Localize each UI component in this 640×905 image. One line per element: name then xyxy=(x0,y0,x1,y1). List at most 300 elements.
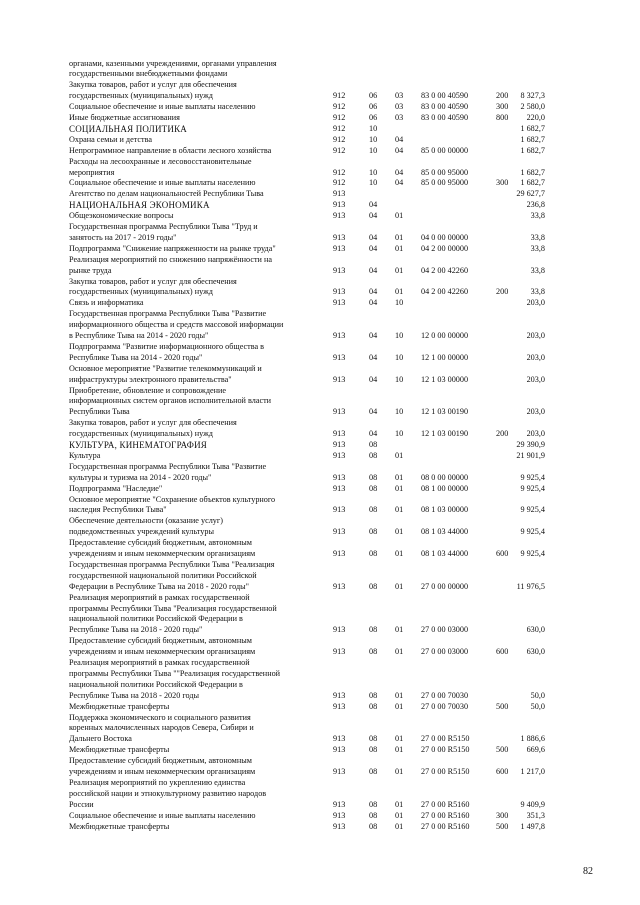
row-target-code: 27 0 00 R5160 xyxy=(421,799,470,809)
row-name: Предоставление субсидий бюджетным, автономным xyxy=(69,756,252,766)
row-name: Приобретение, обновление и сопровождение xyxy=(69,385,227,395)
row-name: Иные бюджетные ассигнования xyxy=(69,113,180,122)
table-row xyxy=(0,407,640,417)
row-ved-code: 912 xyxy=(333,91,346,101)
row-name: национальной политики Российской Федерации в xyxy=(69,614,243,624)
row-subsection-code: 01 xyxy=(395,767,404,776)
row-ved-code: 913 xyxy=(333,625,346,635)
row-target-code: 27 0 00 03000 xyxy=(421,647,469,657)
row-target-code: 27 0 00 00000 xyxy=(421,581,469,591)
row-subsection-code: 01 xyxy=(395,505,404,515)
row-amount: 9 925,4 xyxy=(520,527,545,537)
row-target-code: 85 0 00 95000 xyxy=(421,167,469,177)
row-name: Расходы на лесоохранные и лесовосстановительные xyxy=(69,156,252,166)
row-section-code: 04 xyxy=(369,200,378,210)
row-subsection-code: 10 xyxy=(395,407,404,417)
row-ved-code: 912 xyxy=(333,113,346,122)
row-section-code: 06 xyxy=(369,91,378,101)
table-row xyxy=(0,614,640,624)
row-amount: 203,0 xyxy=(526,429,545,439)
row-amount: 50,0 xyxy=(530,701,545,711)
row-ved-code: 913 xyxy=(333,505,346,515)
row-ved-code: 913 xyxy=(333,701,346,711)
row-ved-code: 913 xyxy=(333,549,346,558)
row-ved-code: 913 xyxy=(333,581,346,591)
row-amount: 1 682,7 xyxy=(520,145,545,155)
table-row xyxy=(0,538,640,548)
row-amount: 29 627,7 xyxy=(516,189,545,199)
row-target-code: 83 0 00 40590 xyxy=(421,102,469,112)
row-target-code: 27 0 00 70030 xyxy=(421,701,469,711)
row-ved-code: 913 xyxy=(333,407,346,417)
row-subsection-code: 01 xyxy=(395,211,404,221)
row-target-code: 08 1 00 00000 xyxy=(421,483,469,493)
row-amount: 203,0 xyxy=(526,374,545,384)
table-row xyxy=(0,723,640,733)
row-expense-type-code: 200 xyxy=(496,429,509,439)
table-row xyxy=(0,320,640,330)
row-name: Межбюджетные трансферты xyxy=(69,821,170,831)
table-row xyxy=(0,364,640,374)
row-amount: 8 327,3 xyxy=(520,91,545,101)
row-ved-code: 912 xyxy=(333,178,346,188)
row-name: учреждениям и иным некоммерческим организациям xyxy=(69,647,256,657)
row-ved-code: 913 xyxy=(333,265,346,275)
row-name: Государственная программа Республики Тыва "Развитие xyxy=(69,309,267,319)
row-name: коренных малочисленных народов Севера, Сибири и xyxy=(69,723,254,733)
row-subsection-code: 01 xyxy=(395,647,404,657)
row-amount: 203,0 xyxy=(526,352,545,362)
row-subsection-code: 01 xyxy=(395,549,404,558)
row-expense-type-code: 600 xyxy=(496,767,509,776)
row-subsection-code: 03 xyxy=(395,91,404,101)
table-row xyxy=(0,604,640,614)
row-name: рынке труда xyxy=(69,265,112,275)
table-row xyxy=(0,168,640,178)
row-name: Социальное обеспечение и иные выплаты населению xyxy=(69,178,256,188)
row-ved-code: 912 xyxy=(333,123,346,133)
row-expense-type-code: 500 xyxy=(496,821,509,831)
row-name: СОЦИАЛЬНАЯ ПОЛИТИКА xyxy=(69,123,187,134)
row-amount: 1 217,0 xyxy=(520,767,545,776)
table-row xyxy=(0,211,640,221)
table-row xyxy=(0,200,640,210)
table-row xyxy=(0,691,640,701)
row-subsection-code: 01 xyxy=(395,232,404,242)
row-amount: 33,8 xyxy=(530,232,545,242)
row-ved-code: 913 xyxy=(333,440,346,449)
row-name: Республике Тыва на 2014 - 2020 годы" xyxy=(69,352,203,362)
row-ved-code: 913 xyxy=(333,243,346,253)
row-target-code: 83 0 00 40590 xyxy=(421,113,469,122)
table-row xyxy=(0,353,640,363)
row-amount: 1 682,7 xyxy=(520,134,545,144)
row-amount: 11 976,5 xyxy=(516,581,545,591)
row-subsection-code: 10 xyxy=(395,352,404,362)
table-row xyxy=(0,375,640,385)
row-name: Закупка товаров, работ и услуг для обеспечения xyxy=(69,80,237,90)
row-target-code: 04 2 00 00000 xyxy=(421,243,469,253)
row-name: Федерации в Республике Тыва на 2018 - 2020 годы" xyxy=(69,581,250,591)
row-name: Дальнего Востока xyxy=(69,734,132,744)
row-expense-type-code: 600 xyxy=(496,549,509,558)
row-name: Государственная программа Республики Тыва "Труд и xyxy=(69,222,258,231)
row-ved-code: 913 xyxy=(333,189,346,199)
row-name: инфраструктуры электронного правительства" xyxy=(69,374,232,384)
table-row xyxy=(0,255,640,265)
table-row xyxy=(0,593,640,603)
row-amount: 203,0 xyxy=(526,298,545,308)
row-section-code: 08 xyxy=(369,483,378,493)
table-row xyxy=(0,157,640,167)
row-section-code: 08 xyxy=(369,810,378,820)
row-name: органами, казенными учреждениями, органами управления xyxy=(69,58,277,68)
row-name: НАЦИОНАЛЬНАЯ ЭКОНОМИКА xyxy=(69,200,210,211)
table-row xyxy=(0,429,640,439)
row-section-code: 04 xyxy=(369,232,378,242)
row-name: в Республике Тыва на 2014 - 2020 годы" xyxy=(69,331,209,340)
row-ved-code: 913 xyxy=(333,767,346,776)
row-section-code: 10 xyxy=(369,167,378,177)
row-name: Предоставление субсидий бюджетным, автономным xyxy=(69,636,252,646)
row-name: Предоставление субсидий бюджетным, автономным xyxy=(69,538,252,548)
row-section-code: 04 xyxy=(369,243,378,253)
row-subsection-code: 01 xyxy=(395,690,404,700)
table-row xyxy=(0,277,640,287)
row-section-code: 06 xyxy=(369,102,378,112)
row-target-code: 85 0 00 00000 xyxy=(421,145,469,155)
row-amount: 630,0 xyxy=(526,647,545,657)
row-ved-code: 913 xyxy=(333,374,346,384)
row-target-code: 08 1 03 44000 xyxy=(421,549,469,558)
row-name: государственных (муниципальных) нужд xyxy=(69,91,213,101)
table-row xyxy=(0,495,640,505)
table-row xyxy=(0,113,640,123)
row-name: Охрана семьи и детства xyxy=(69,134,153,144)
row-name: Реализация мероприятий по снижению напряжённости на xyxy=(69,254,272,264)
row-name: Реализация мероприятий по укреплению единства xyxy=(69,777,246,787)
row-name: Межбюджетные трансферты xyxy=(69,745,170,755)
row-amount: 1 682,7 xyxy=(520,167,545,177)
row-subsection-code: 01 xyxy=(395,799,404,809)
row-subsection-code: 04 xyxy=(395,145,404,155)
row-name: Республике Тыва на 2018 - 2020 годы xyxy=(69,690,200,700)
row-target-code: 08 1 03 00000 xyxy=(421,505,469,515)
row-section-code: 08 xyxy=(369,581,378,591)
row-amount: 1 886,6 xyxy=(520,734,545,744)
table-row xyxy=(0,625,640,635)
table-row xyxy=(0,189,640,199)
table-row xyxy=(0,560,640,570)
row-name: государственных (муниципальных) нужд xyxy=(69,429,213,439)
row-target-code: 27 0 00 70030 xyxy=(421,690,469,700)
row-name: Поддержка экономического и социального развития xyxy=(69,712,251,722)
row-expense-type-code: 300 xyxy=(496,810,509,820)
row-name: информационных систем органов исполнительной власти xyxy=(69,396,272,406)
row-section-code: 04 xyxy=(369,298,378,308)
row-subsection-code: 10 xyxy=(395,374,404,384)
row-subsection-code: 01 xyxy=(395,483,404,493)
row-amount: 1 682,7 xyxy=(520,123,545,133)
row-name: национальной политики Российской Федерации в xyxy=(69,679,243,689)
table-row xyxy=(0,451,640,461)
row-target-code: 83 0 00 40590 xyxy=(421,91,469,101)
row-name: учреждениям и иным некоммерческим организациям xyxy=(69,549,256,558)
row-name: Реализация мероприятий в рамках государственной xyxy=(69,592,250,602)
row-subsection-code: 01 xyxy=(395,625,404,635)
row-section-code: 04 xyxy=(369,352,378,362)
row-name: государственной национальной политики Российской xyxy=(69,570,257,580)
row-target-code: 85 0 00 95000 xyxy=(421,178,469,188)
table-row xyxy=(0,484,640,494)
row-name: учреждениям и иным некоммерческим организациям xyxy=(69,767,256,776)
row-section-code: 04 xyxy=(369,265,378,275)
row-section-code: 08 xyxy=(369,690,378,700)
row-target-code: 27 0 00 03000 xyxy=(421,625,469,635)
row-ved-code: 912 xyxy=(333,134,346,144)
table-row xyxy=(0,713,640,723)
row-ved-code: 913 xyxy=(333,483,346,493)
row-name: наследия Республики Тыва" xyxy=(69,505,167,515)
row-subsection-code: 01 xyxy=(395,745,404,755)
table-row xyxy=(0,298,640,308)
row-section-code: 08 xyxy=(369,472,378,482)
row-ved-code: 913 xyxy=(333,745,346,755)
row-target-code: 04 2 00 42260 xyxy=(421,287,469,297)
row-target-code: 27 0 00 R5150 xyxy=(421,745,470,755)
table-row xyxy=(0,440,640,450)
row-target-code: 08 1 03 44000 xyxy=(421,527,469,537)
table-row xyxy=(0,778,640,788)
row-amount: 33,8 xyxy=(530,287,545,297)
row-name: Закупка товаров, работ и услуг для обеспечения xyxy=(69,276,237,286)
row-name: Обеспечение деятельности (оказание услуг) xyxy=(69,516,223,526)
row-subsection-code: 01 xyxy=(395,265,404,275)
row-section-code: 04 xyxy=(369,211,378,221)
table-row xyxy=(0,102,640,112)
table-row xyxy=(0,767,640,777)
table-row xyxy=(0,287,640,297)
row-amount: 669,6 xyxy=(526,745,545,755)
table-row xyxy=(0,386,640,396)
row-ved-code: 913 xyxy=(333,472,346,482)
row-subsection-code: 04 xyxy=(395,178,404,188)
row-name: Подпрограмма "Наследие" xyxy=(69,483,163,493)
table-row xyxy=(0,789,640,799)
row-target-code: 27 0 00 R5150 xyxy=(421,767,470,776)
row-subsection-code: 01 xyxy=(395,527,404,537)
row-section-code: 08 xyxy=(369,549,378,558)
row-name: Подпрограмма "Развитие информационного общества в xyxy=(69,341,265,351)
table-row xyxy=(0,702,640,712)
table-row xyxy=(0,582,640,592)
row-subsection-code: 01 xyxy=(395,734,404,744)
row-subsection-code: 01 xyxy=(395,450,404,460)
row-expense-type-code: 200 xyxy=(496,287,509,297)
row-amount: 351,3 xyxy=(526,810,545,820)
row-target-code: 12 1 00 00000 xyxy=(421,352,469,362)
row-ved-code: 913 xyxy=(333,211,346,221)
row-section-code: 08 xyxy=(369,450,378,460)
row-name: программы Республики Тыва "Реализация государственной xyxy=(69,603,277,613)
table-row xyxy=(0,342,640,352)
table-row xyxy=(0,59,640,69)
row-name: государственными внебюджетными фондами xyxy=(69,69,228,79)
row-target-code: 12 1 03 00190 xyxy=(421,429,469,439)
row-name: Социальное обеспечение и иные выплаты населению xyxy=(69,102,256,112)
row-ved-code: 913 xyxy=(333,331,346,340)
row-amount: 236,8 xyxy=(526,200,545,210)
table-row xyxy=(0,69,640,79)
row-expense-type-code: 300 xyxy=(496,178,509,188)
row-subsection-code: 01 xyxy=(395,810,404,820)
row-subsection-code: 10 xyxy=(395,298,404,308)
row-ved-code: 913 xyxy=(333,232,346,242)
row-name: Социальное обеспечение и иные выплаты населению xyxy=(69,810,256,820)
row-name: Межбюджетные трансферты xyxy=(69,701,170,711)
table-row xyxy=(0,516,640,526)
table-row xyxy=(0,658,640,668)
table-row xyxy=(0,669,640,679)
row-name: Подпрограмма "Снижение напряженности на рынке труда" xyxy=(69,243,276,253)
row-ved-code: 913 xyxy=(333,690,346,700)
table-row xyxy=(0,473,640,483)
row-name: Республике Тыва на 2018 - 2020 годы" xyxy=(69,625,203,635)
row-section-code: 08 xyxy=(369,625,378,635)
row-target-code: 12 0 00 00000 xyxy=(421,331,469,340)
row-amount: 1 497,8 xyxy=(520,821,545,831)
row-target-code: 12 1 03 00000 xyxy=(421,374,469,384)
row-name: мероприятия xyxy=(69,167,115,177)
row-amount: 33,8 xyxy=(530,211,545,221)
row-subsection-code: 04 xyxy=(395,134,404,144)
table-row xyxy=(0,527,640,537)
row-section-code: 06 xyxy=(369,113,378,122)
row-ved-code: 912 xyxy=(333,145,346,155)
row-subsection-code: 01 xyxy=(395,472,404,482)
row-name: Республики Тыва xyxy=(69,407,130,417)
row-name: Общеэкономические вопросы xyxy=(69,211,174,221)
row-target-code: 27 0 00 R5150 xyxy=(421,734,470,744)
row-section-code: 10 xyxy=(369,134,378,144)
row-ved-code: 913 xyxy=(333,450,346,460)
row-name: Основное мероприятие "Сохранение объектов культурного xyxy=(69,494,276,504)
table-row xyxy=(0,462,640,472)
row-name: программы Республики Тыва ""Реализация государственной xyxy=(69,668,281,678)
row-section-code: 08 xyxy=(369,767,378,776)
row-section-code: 04 xyxy=(369,407,378,417)
row-amount: 630,0 xyxy=(526,625,545,635)
row-section-code: 04 xyxy=(369,287,378,297)
row-ved-code: 913 xyxy=(333,200,346,210)
row-name: России xyxy=(69,799,94,809)
table-row xyxy=(0,549,640,559)
row-ved-code: 912 xyxy=(333,102,346,112)
row-amount: 9 925,4 xyxy=(520,505,545,515)
row-amount: 9 925,4 xyxy=(520,549,545,558)
row-ved-code: 913 xyxy=(333,527,346,537)
row-target-code: 04 0 00 00000 xyxy=(421,232,469,242)
row-name: Основное мероприятие "Развитие телекоммуникаций и xyxy=(69,363,262,373)
table-row xyxy=(0,680,640,690)
table-row xyxy=(0,80,640,90)
row-target-code: 27 0 00 R5160 xyxy=(421,810,470,820)
row-amount: 9 409,9 xyxy=(520,799,545,809)
row-target-code: 27 0 00 R5160 xyxy=(421,821,470,831)
row-subsection-code: 10 xyxy=(395,331,404,340)
table-row xyxy=(0,233,640,243)
table-row xyxy=(0,146,640,156)
row-ved-code: 913 xyxy=(333,810,346,820)
row-expense-type-code: 500 xyxy=(496,701,509,711)
row-target-code: 08 0 00 00000 xyxy=(421,472,469,482)
row-name: Реализация мероприятий в рамках государственной xyxy=(69,658,250,667)
row-ved-code: 913 xyxy=(333,734,346,744)
row-amount: 33,8 xyxy=(530,243,545,253)
row-section-code: 04 xyxy=(369,429,378,439)
row-subsection-code: 01 xyxy=(395,287,404,297)
row-name: государственных (муниципальных) нужд xyxy=(69,287,213,297)
table-row xyxy=(0,756,640,766)
table-row xyxy=(0,418,640,428)
row-section-code: 08 xyxy=(369,799,378,809)
table-row xyxy=(0,734,640,744)
row-amount: 29 390,9 xyxy=(516,440,545,449)
row-amount: 220,0 xyxy=(526,113,545,122)
table-row xyxy=(0,800,640,810)
row-ved-code: 913 xyxy=(333,647,346,657)
row-name: Непрограммное направление в области лесного хозяйства xyxy=(69,145,272,155)
table-row xyxy=(0,124,640,134)
row-ved-code: 913 xyxy=(333,352,346,362)
table-row xyxy=(0,91,640,101)
row-subsection-code: 03 xyxy=(395,113,404,122)
table-row xyxy=(0,396,640,406)
page-number: 82 xyxy=(583,866,593,877)
table-row xyxy=(0,745,640,755)
table-row xyxy=(0,811,640,821)
row-section-code: 08 xyxy=(369,701,378,711)
row-amount: 2 580,0 xyxy=(520,102,545,112)
row-amount: 203,0 xyxy=(526,407,545,417)
table-row xyxy=(0,331,640,341)
row-amount: 203,0 xyxy=(526,331,545,340)
row-name: подведомственных учреждений культуры xyxy=(69,527,214,537)
row-amount: 21 901,9 xyxy=(516,450,545,460)
table-row xyxy=(0,571,640,581)
row-amount: 33,8 xyxy=(530,265,545,275)
row-name: Государственная программа Республики Тыва "Развитие xyxy=(69,461,267,471)
row-section-code: 10 xyxy=(369,123,378,133)
row-subsection-code: 01 xyxy=(395,821,404,831)
row-section-code: 04 xyxy=(369,374,378,384)
row-ved-code: 913 xyxy=(333,821,346,831)
table-row xyxy=(0,222,640,232)
table-row xyxy=(0,505,640,515)
row-name: Государственная программа Республики Тыва "Реализация xyxy=(69,559,275,569)
row-section-code: 10 xyxy=(369,145,378,155)
row-name: Культура xyxy=(69,450,101,460)
row-name: российской нации и этнокультурному развитию народов xyxy=(69,788,267,798)
row-section-code: 08 xyxy=(369,647,378,657)
table-row xyxy=(0,244,640,254)
row-section-code: 04 xyxy=(369,331,378,340)
row-subsection-code: 03 xyxy=(395,102,404,112)
row-target-code: 12 1 03 00190 xyxy=(421,407,469,417)
row-section-code: 08 xyxy=(369,821,378,831)
row-expense-type-code: 600 xyxy=(496,647,509,657)
row-ved-code: 912 xyxy=(333,167,346,177)
